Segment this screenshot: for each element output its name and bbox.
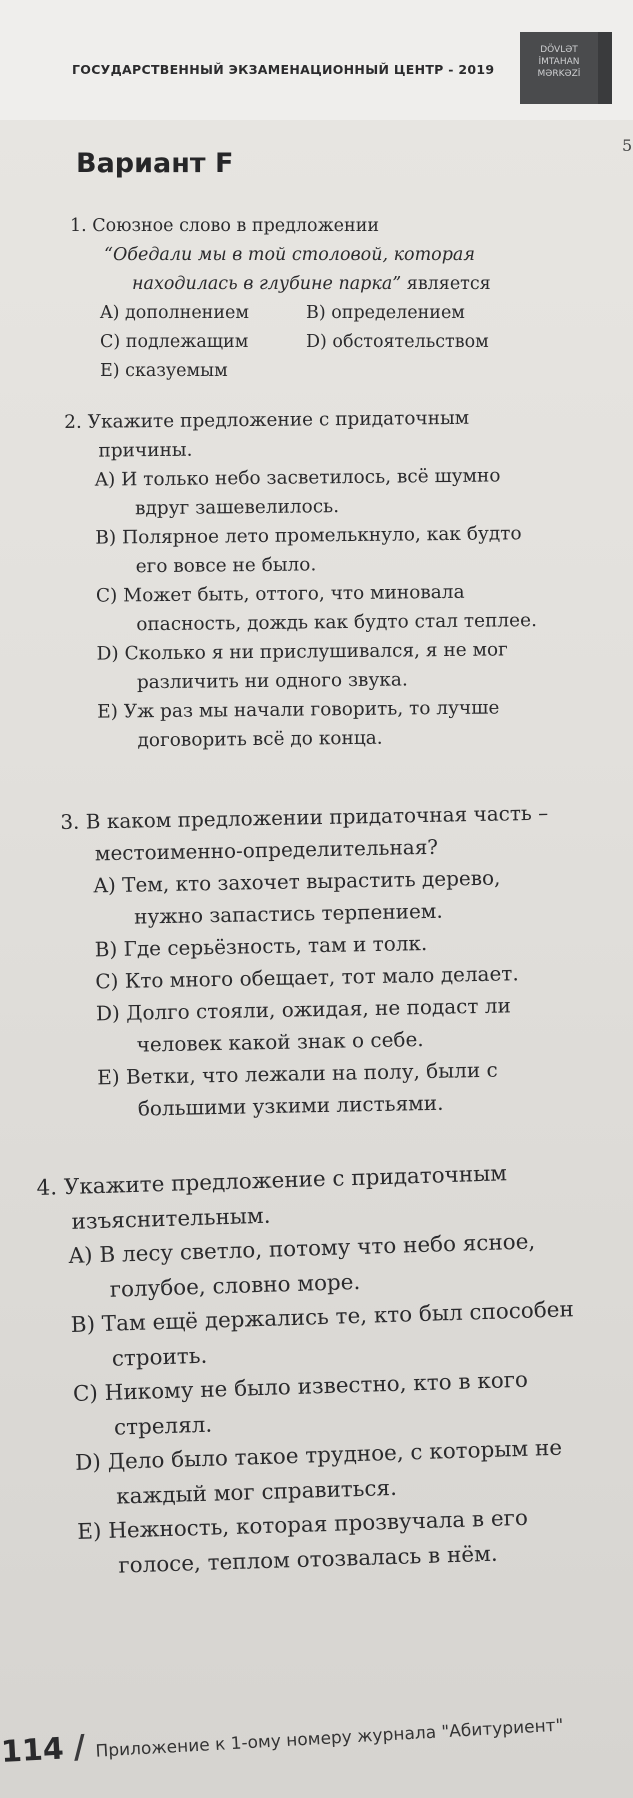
answer-option-text: голубое, словно море.	[109, 1269, 361, 1303]
answer-option-text: E) Нежность, которая прозвучала в его	[76, 1505, 529, 1545]
question-stem: Союзное слово в предложении	[92, 216, 380, 236]
answer-option-text: большими узкими листьями.	[137, 1090, 444, 1121]
answer-option[interactable]: B) определением	[306, 303, 465, 323]
answer-option-text: E) Уж раз мы начали говорить, то лучше	[97, 697, 500, 723]
answer-option[interactable]	[96, 577, 537, 640]
answer-option-text: A) Тем, кто захочет вырастить дерево,	[93, 865, 501, 898]
answer-option-text: стрелял.	[113, 1412, 213, 1441]
answer-option[interactable]: C) подлежащим	[100, 332, 249, 352]
answer-option[interactable]	[97, 1053, 554, 1126]
logo-line: DÖVLƏT	[540, 45, 578, 55]
page-number: 114	[0, 1731, 65, 1770]
answer-option-text: договорить всё до конца.	[137, 727, 383, 752]
logo-tab	[598, 32, 612, 104]
question-stem: Укажите предложение с придаточным	[87, 407, 470, 433]
answer-option-text: A) В лесу светло, потому что небо ясное,	[68, 1229, 536, 1270]
answer-option-text: различить ни одного звука.	[136, 669, 408, 694]
question-stem: местоименно-определительная?	[94, 834, 439, 866]
question-stem: изъяснительным.	[71, 1203, 271, 1235]
question-quote: находилась в глубине парка”	[132, 274, 402, 294]
question-2	[64, 403, 538, 756]
answer-option[interactable]: E) сказуемым	[100, 361, 228, 381]
answer-option-text: опасность, дождь как будто стал теплее.	[136, 610, 538, 636]
page-footer	[0, 1701, 564, 1770]
answer-option-text: C) Кто много обещает, тот мало делает.	[95, 961, 519, 994]
answer-option[interactable]	[96, 989, 553, 1062]
answer-option-text: D) Долго стояли, ожидая, не подаст ли	[95, 993, 512, 1026]
question-stem: В каком предложении придаточная часть –	[85, 800, 549, 834]
question-stem: Укажите предложение с придаточным	[63, 1161, 508, 1201]
answer-option-text: C) Никому не было известно, кто в кого	[72, 1367, 529, 1407]
answer-option[interactable]	[95, 519, 536, 582]
answer-option-text: B) Где серьёзность, там и толк.	[94, 930, 428, 962]
logo-line: MƏRKƏZİ	[537, 69, 581, 79]
variant-title: Вариант F	[76, 148, 234, 179]
answer-option-text: E) Ветки, что лежали на полу, были с	[96, 1057, 498, 1090]
answer-option-text: B) Полярное лето промелькнуло, как будто	[95, 523, 522, 549]
answer-option-text: вдруг зашевелилось.	[134, 496, 340, 520]
answer-option-text: A) И только небо засветилось, всё шумно	[94, 465, 501, 491]
answer-option-text: C) Может быть, оттого, что миновала	[95, 581, 465, 607]
answer-option[interactable]	[96, 635, 537, 698]
footer-slash: /	[72, 1727, 87, 1766]
answer-option-text: каждый мог справиться.	[115, 1475, 398, 1510]
answer-option[interactable]: D) обстоятельством	[306, 332, 489, 352]
question-number: 4.	[36, 1175, 58, 1201]
answer-option[interactable]	[93, 861, 550, 934]
answer-option-text: голосе, теплом отозвалась в нём.	[118, 1541, 499, 1579]
question-3	[60, 797, 554, 1126]
answer-option-text: его вовсе не было.	[135, 554, 317, 578]
answer-option[interactable]	[77, 1500, 582, 1585]
answer-option-text: D) Дело было такое трудное, с которым не	[74, 1435, 563, 1476]
answer-option-text: B) Там ещё держались те, кто был способен	[70, 1297, 575, 1338]
answer-option[interactable]	[95, 461, 536, 524]
answer-option-text: нужно запастись терпением.	[133, 898, 443, 929]
logo-line: İMTAHAN	[538, 57, 580, 67]
answer-option[interactable]	[97, 693, 538, 756]
question-number: 2.	[64, 411, 82, 433]
edge-page-mark: 5	[622, 136, 633, 155]
answer-option-text: строить.	[111, 1343, 208, 1372]
question-4	[36, 1155, 582, 1586]
answer-options	[70, 299, 536, 386]
footer-caption: Приложение к 1-ому номеру журнала "Абитуриент"	[95, 1715, 564, 1762]
answer-option-text: D) Сколько я ни прислушивался, я не мог	[96, 639, 508, 665]
header-title: ГОСУДАРСТВЕННЫЙ ЭКЗАМЕНАЦИОННЫЙ ЦЕНТР - 2019	[72, 62, 495, 77]
question-stem: причины.	[98, 439, 193, 462]
question-number: 3.	[60, 809, 80, 834]
question-quote: “Обедали мы в той столовой, которая	[104, 245, 475, 265]
question-stem-tail: является	[401, 274, 491, 294]
question-number: 1.	[70, 216, 87, 236]
answer-option[interactable]: A) дополнением	[100, 303, 249, 323]
exam-center-logo	[520, 32, 598, 104]
answer-option-text: человек какой знак о себе.	[136, 1027, 424, 1057]
question-1	[70, 212, 536, 386]
